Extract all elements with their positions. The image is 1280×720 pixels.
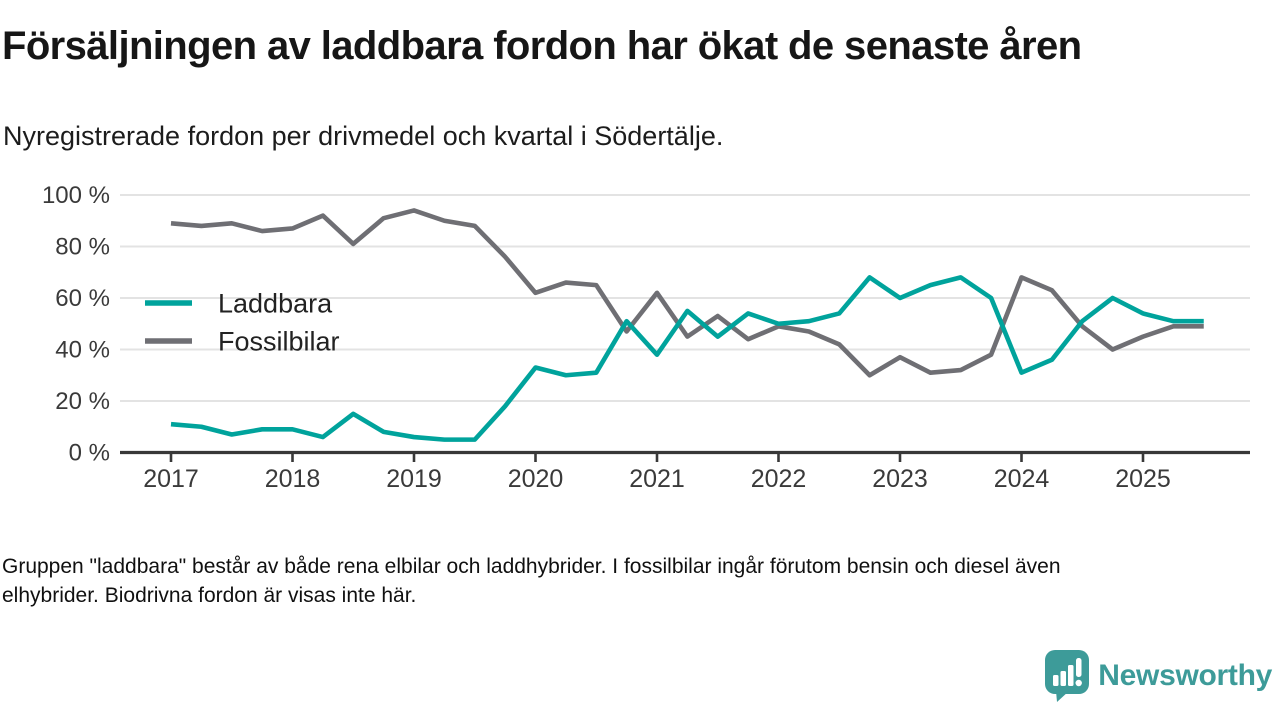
footnote	[2, 552, 1224, 610]
y-axis-label: 100 %	[41, 182, 110, 209]
y-axis-label: 40 %	[55, 336, 110, 364]
line-chart	[0, 180, 1280, 510]
newsworthy-bubble-icon	[1045, 650, 1089, 702]
newsworthy-wordmark: Newsworthy	[1098, 659, 1272, 692]
x-axis-label: 2019	[386, 465, 442, 493]
x-axis-label: 2018	[264, 465, 321, 493]
bar-2	[1061, 671, 1067, 686]
bubble-shape	[1045, 650, 1089, 694]
chart-subtitle: Nyregistrerade fordon per drivmedel och kvartal i Södertälje.	[3, 121, 724, 151]
y-axis-label: 20 %	[55, 388, 110, 415]
x-axis-label: 2024	[993, 465, 1050, 493]
legend-label-laddbara: Laddbara	[218, 288, 333, 319]
bar-3	[1068, 665, 1074, 686]
y-axis-label: 0 %	[68, 439, 110, 467]
x-axis-label: 2020	[507, 465, 564, 493]
bubble-tail	[1056, 691, 1069, 702]
newsworthy-logo	[1045, 650, 1272, 702]
chart-title: Försäljningen av laddbara fordon har ökat de senaste åren	[2, 24, 1082, 68]
x-axis-label: 2022	[750, 465, 807, 493]
footnote-line-2: elhybrider. Biodrivna fordon är visas inte här.	[2, 584, 417, 607]
y-axis-label: 60 %	[55, 285, 110, 312]
legend-label-fossilbilar: Fossilbilar	[218, 326, 340, 357]
exclamation-stem	[1076, 658, 1082, 677]
exclamation-dot	[1076, 680, 1082, 686]
footnote-line-1: Gruppen "laddbara" består av både rena elbilar och laddhybrider. I fossilbilar ingår förutom bensin och diesel även	[2, 555, 1061, 578]
x-axis-label: 2017	[143, 465, 199, 493]
x-axis-label: 2021	[629, 465, 685, 493]
y-axis-label: 80 %	[55, 233, 110, 261]
x-axis-label: 2023	[872, 465, 928, 493]
x-axis-label: 2025	[1115, 465, 1171, 493]
bar-1	[1053, 675, 1059, 686]
